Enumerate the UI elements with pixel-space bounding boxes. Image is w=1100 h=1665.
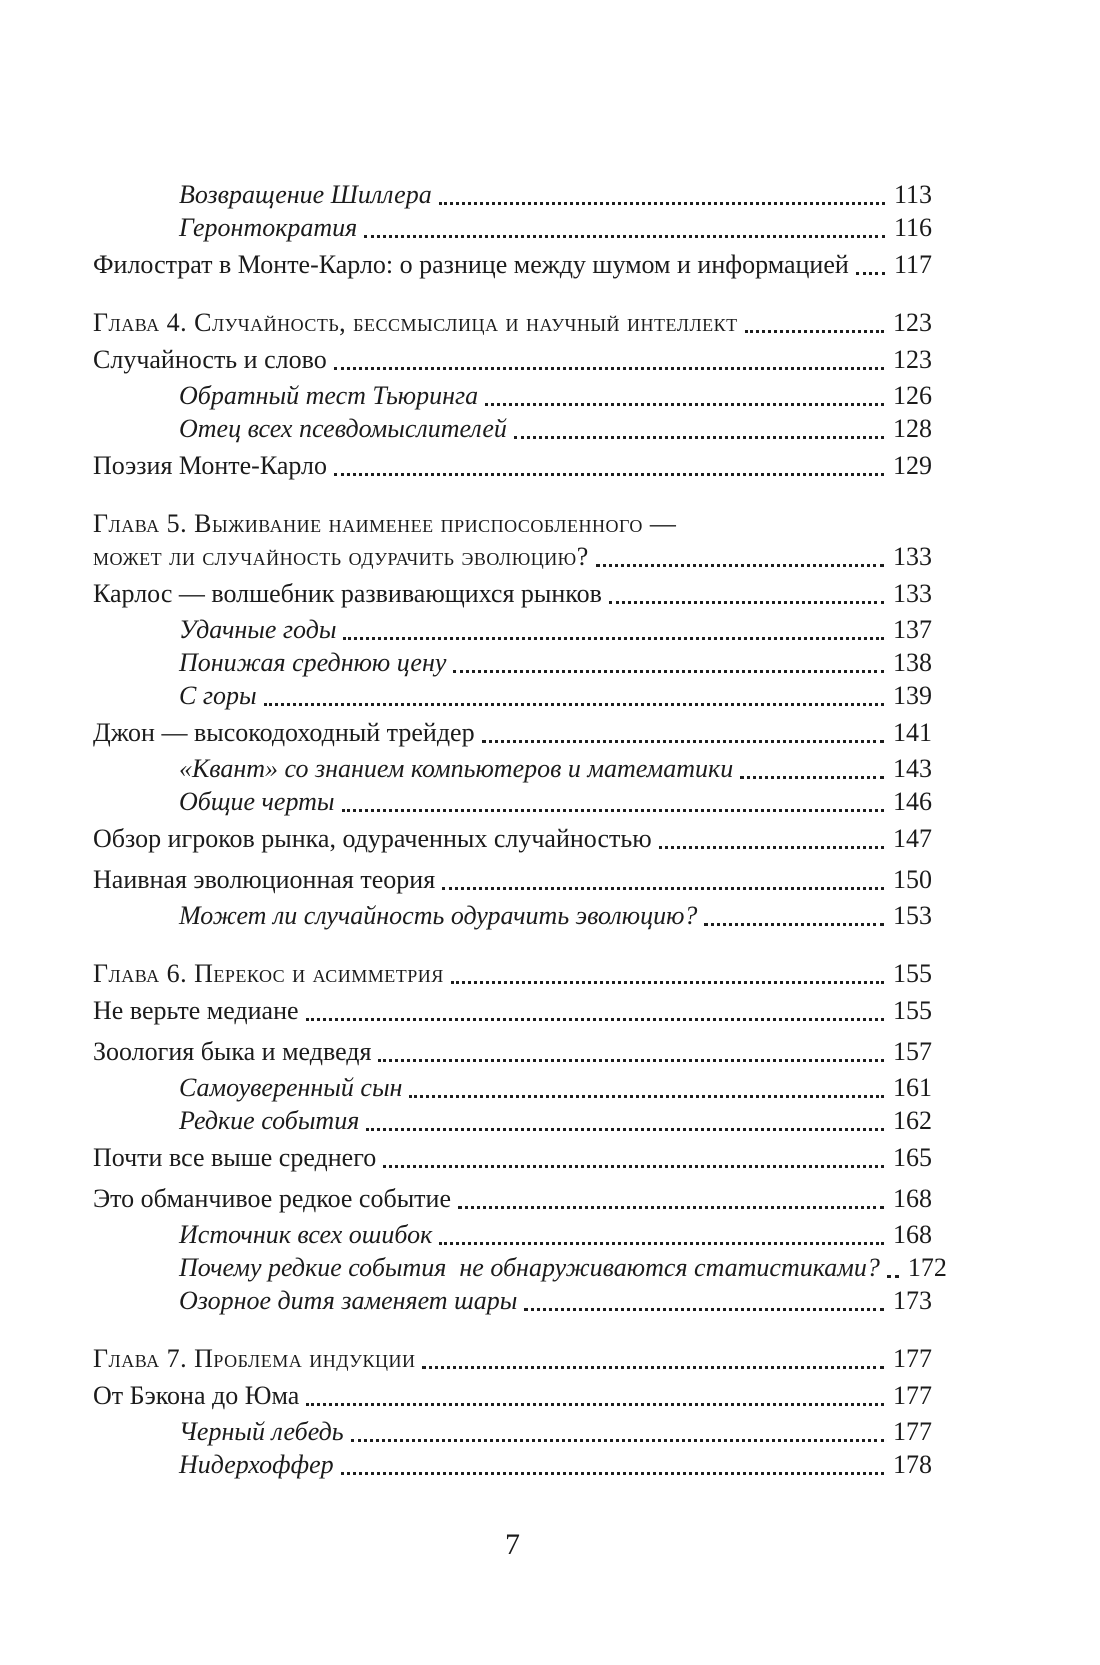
toc-entry-page: 177	[893, 1417, 932, 1446]
dot-leader	[351, 1439, 884, 1442]
toc-entry-main	[93, 1141, 932, 1174]
toc-entry-sub	[179, 1284, 932, 1317]
toc-entry-title: Не верьте медиане	[93, 996, 299, 1025]
toc-entry-page: 168	[893, 1220, 932, 1249]
dot-leader	[485, 403, 884, 406]
toc-entry-page: 162	[893, 1106, 932, 1135]
toc-entry-page: 123	[893, 345, 932, 374]
toc-entry-title: Геронтократия	[179, 213, 358, 242]
toc-entry-title: Почти все выше среднего	[93, 1143, 377, 1172]
toc-entry-page: 150	[893, 865, 932, 894]
dot-leader	[659, 846, 884, 849]
toc-entry-title: Глава 7. Проблема индукции	[93, 1344, 416, 1373]
toc-entry-page: 133	[893, 542, 932, 571]
dot-leader	[596, 564, 884, 567]
toc-entry-page: 133	[893, 579, 932, 608]
toc-entry-page: 177	[893, 1344, 932, 1373]
toc-entry-page: 168	[893, 1184, 932, 1213]
dot-leader	[740, 776, 884, 779]
toc-entry-main	[93, 716, 932, 749]
toc-entry-title: Поэзия Монте-Карло	[93, 451, 328, 480]
toc-entry-sub	[179, 1251, 947, 1284]
toc-entry-title: Джон — высокодоходный трейдер	[93, 718, 475, 747]
toc-entry-title: Обратный тест Тьюринга	[179, 381, 479, 410]
toc-entry-main	[93, 248, 932, 281]
dot-leader	[439, 202, 885, 205]
toc-entry-sub	[179, 785, 932, 818]
toc-entry-main	[93, 343, 932, 376]
toc-entry-title: Случайность и слово	[93, 345, 327, 374]
toc-entry-chapter	[93, 507, 932, 573]
toc-entry-page: 173	[893, 1286, 932, 1315]
toc-entry-title: Обзор игроков рынка, одураченных случайностью	[93, 824, 652, 853]
toc-entry-main	[93, 577, 932, 610]
dot-leader	[439, 1242, 884, 1245]
toc-entry-page: 113	[893, 180, 932, 209]
toc-entry-title: От Бэкона до Юма	[93, 1381, 300, 1410]
dot-leader	[482, 740, 884, 743]
dot-leader	[383, 1165, 884, 1168]
dot-leader	[264, 703, 884, 706]
dot-leader	[458, 1206, 884, 1209]
toc-entry-page: 165	[893, 1143, 932, 1172]
toc-entry-page: 172	[907, 1253, 947, 1282]
toc-entry-sub	[179, 899, 932, 932]
toc-entry-page: 155	[893, 959, 932, 988]
toc-entry-title: С горы	[179, 681, 257, 710]
toc-entry-chapter	[93, 1342, 932, 1375]
dot-leader	[343, 637, 884, 640]
toc-entry-title: Возвращение Шиллера	[179, 180, 432, 209]
toc-entry-chapter	[93, 306, 932, 339]
toc-entry-title: Черный лебедь	[179, 1417, 344, 1446]
dot-leader	[451, 981, 884, 984]
toc-entry-title: Самоуверенный сын	[179, 1073, 403, 1102]
toc-entry-page: 128	[893, 414, 932, 443]
toc-entry-sub	[179, 1104, 932, 1137]
toc-entry-main	[93, 1379, 932, 1412]
toc-entry-sub	[179, 752, 932, 785]
toc-entry-title: Редкие события	[179, 1106, 360, 1135]
dot-leader	[306, 1403, 884, 1406]
dot-leader	[745, 330, 884, 333]
toc-entry-sub	[179, 379, 932, 412]
toc-entry-page: 139	[893, 681, 932, 710]
toc-entry-title: Глава 5. Выживание наименее приспособленного —	[93, 509, 677, 538]
toc-entry-page: 155	[893, 996, 932, 1025]
toc-entry-title: Это обманчивое редкое событие	[93, 1184, 451, 1213]
toc-entry-chapter	[93, 957, 932, 990]
dot-leader	[341, 1472, 884, 1475]
toc-entry-page: 141	[893, 718, 932, 747]
toc-entry-title: Карлос — волшебник развивающихся рынков	[93, 579, 602, 608]
toc-entry-page: 123	[893, 308, 932, 337]
toc-entry-sub	[179, 1218, 932, 1251]
dot-leader	[524, 1308, 884, 1311]
toc-entry-page: 146	[893, 787, 932, 816]
toc-entry-page: 137	[893, 615, 932, 644]
dot-leader	[422, 1366, 884, 1369]
toc-entry-sub	[179, 1415, 932, 1448]
toc-entry-page: 129	[893, 451, 932, 480]
dot-leader	[378, 1059, 884, 1062]
toc-entry-main	[93, 449, 932, 482]
toc-entry-title-continuation: может ли случайность одурачить эволюцию?	[93, 542, 589, 571]
toc-entry-title: Понижая среднюю цену	[179, 648, 447, 677]
toc-entry-page: 147	[893, 824, 932, 853]
dot-leader	[306, 1018, 884, 1021]
toc-entry-page: 116	[893, 213, 932, 242]
toc-entry-page: 153	[893, 901, 932, 930]
toc-entry-page: 161	[893, 1073, 932, 1102]
toc-entry-sub	[179, 1071, 932, 1104]
toc-entry-title: Глава 4. Случайность, бессмыслица и научный интеллект	[93, 308, 738, 337]
toc-entry-title: Глава 6. Перекос и асимметрия	[93, 959, 444, 988]
dot-leader	[364, 235, 885, 238]
dot-leader	[334, 367, 884, 370]
toc-entry-page: 178	[893, 1450, 932, 1479]
toc-entry-title: Зоология быка и медведя	[93, 1037, 372, 1066]
toc-entry-sub	[179, 211, 932, 244]
dot-leader	[887, 1275, 899, 1278]
dot-leader	[442, 887, 884, 890]
dot-leader	[342, 809, 884, 812]
dot-leader	[453, 670, 884, 673]
dot-leader	[609, 601, 884, 604]
toc-entry-title: Удачные годы	[179, 615, 337, 644]
toc-entry-main	[93, 822, 932, 855]
toc-entry-title: Почему редкие события не обнаруживаются статистиками?	[179, 1253, 880, 1282]
dot-leader	[704, 923, 884, 926]
toc-entry-sub	[179, 679, 932, 712]
dot-leader	[409, 1095, 884, 1098]
toc-entry-title: Общие черты	[179, 787, 335, 816]
toc-entry-page: 143	[893, 754, 932, 783]
toc-entry-page: 157	[893, 1037, 932, 1066]
toc-entry-sub	[179, 1448, 932, 1481]
toc-entry-title: «Квант» со знанием компьютеров и математики	[179, 754, 734, 783]
dot-leader	[366, 1128, 884, 1131]
toc-entry-title: Источник всех ошибок	[179, 1220, 433, 1249]
toc-entry-page: 138	[893, 648, 932, 677]
toc-entry-title: Отец всех псевдомыслителей	[179, 414, 507, 443]
toc-entry-title: Нидерхоффер	[179, 1450, 334, 1479]
toc-entry-title: Филострат в Монте-Карло: о разнице между шумом и информацией	[93, 250, 849, 279]
toc-entry-page: 177	[893, 1381, 932, 1410]
toc-entry-title: Наивная эволюционная теория	[93, 865, 436, 894]
dot-leader	[856, 272, 885, 275]
toc-entry-main	[93, 863, 932, 896]
toc-entry-page: 117	[893, 250, 932, 279]
toc-entry-page: 126	[893, 381, 932, 410]
toc-entry-title: Озорное дитя заменяет шары	[179, 1286, 518, 1315]
toc-entry-title: Может ли случайность одурачить эволюцию?	[179, 901, 698, 930]
toc-entry-sub	[179, 178, 932, 211]
dot-leader	[334, 473, 884, 476]
toc-entry-sub	[179, 613, 932, 646]
toc-entry-sub	[179, 646, 932, 679]
toc-entry-main	[93, 1035, 932, 1068]
footer-page-number: 7	[505, 1528, 520, 1561]
toc-entry-main	[93, 1182, 932, 1215]
toc-entry-sub	[179, 412, 932, 445]
toc-entry-main	[93, 994, 932, 1027]
page-number-footer	[93, 1528, 932, 1561]
dot-leader	[514, 436, 884, 439]
